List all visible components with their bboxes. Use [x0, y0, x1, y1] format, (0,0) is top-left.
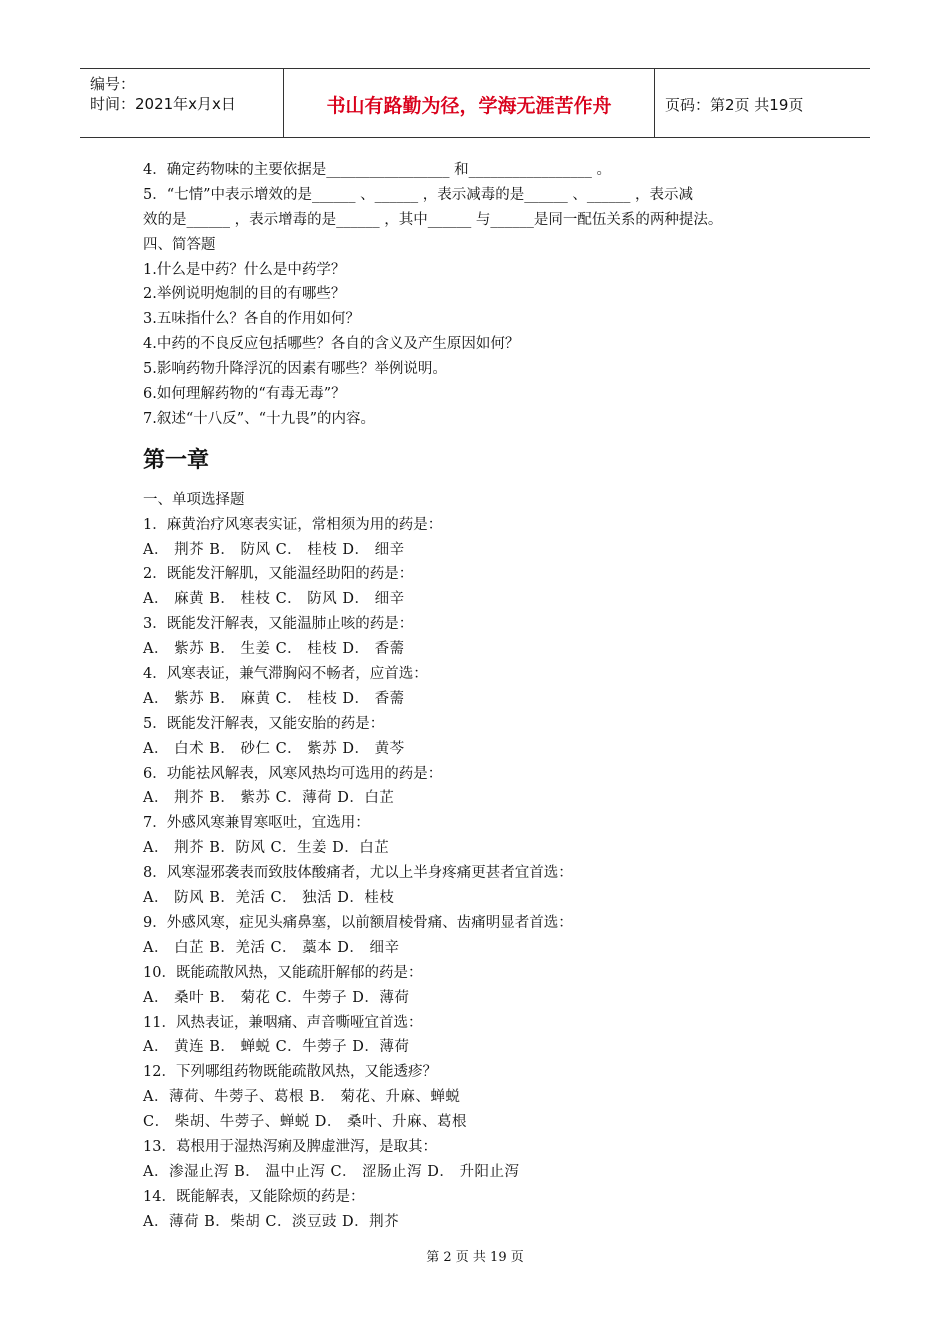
text-line: 6.如何理解药物的“有毒无毒”？	[143, 386, 346, 403]
text-line: 3.五味指什么？各自的作用如何？	[143, 311, 360, 328]
answer-options: A． 防风 B．羌活 C． 独活 D．桂枝	[143, 890, 395, 907]
header-meta	[80, 69, 282, 137]
page-header	[80, 68, 870, 138]
answer-options: A． 黄连 B． 蝉蜕 C．牛蒡子 D．薄荷	[143, 1039, 410, 1056]
answer-options: A． 荆芥 B． 防风 C． 桂枝 D． 细辛	[143, 541, 405, 558]
chapter-title: 第一章	[143, 447, 210, 473]
page-info: 页码：第2页 共19页	[665, 96, 804, 114]
text-line: 9．外感风寒，症见头痛鼻塞，以前额眉棱骨痛、齿痛明显者首选：	[143, 914, 573, 931]
text-line: 2.举例说明炮制的目的有哪些？	[143, 286, 346, 303]
answer-options: A． 荆芥 B． 紫苏 C．薄荷 D．白芷	[143, 790, 395, 807]
text-line: 1.什么是中药？什么是中药学？	[143, 261, 346, 278]
text-line: 14．既能解表，又能除烦的药是：	[143, 1188, 365, 1205]
answer-options: A．薄荷、牛蒡子、葛根 B． 菊花、升麻、蝉蜕	[143, 1089, 461, 1106]
text-line: 7.叙述“十八反”、“十九畏”的内容。	[143, 410, 375, 427]
answer-options: A． 麻黄 B． 桂枝 C． 防风 D． 细辛	[143, 591, 405, 608]
header-page-cell	[655, 69, 870, 137]
page-footer: 第 2 页 共 19 页	[426, 1250, 524, 1265]
text-line: 5.影响药物升降浮沉的因素有哪些？举例说明。	[143, 361, 447, 378]
answer-options: A． 白术 B． 砂仁 C． 紫苏 D． 黄芩	[143, 740, 405, 757]
text-line: 一、单项选择题	[143, 491, 245, 508]
text-line: 四、简答题	[143, 236, 216, 253]
text-line: 5．既能发汗解表，又能安胎的药是：	[143, 715, 385, 732]
document-body	[143, 158, 843, 1235]
text-line: 3．既能发汗解表，又能温肺止咳的药是：	[143, 616, 414, 633]
text-line: 效的是______ ，表示增毒的是______ ，其中______ 与______是同一配伍关系的两种提法。	[143, 211, 723, 228]
answer-options: A． 桑叶 B． 菊花 C．牛蒡子 D．薄荷	[143, 989, 410, 1006]
answer-options: A．薄荷 B．柴胡 C．淡豆豉 D．荆芥	[143, 1213, 400, 1230]
text-line: 11．风热表证，兼咽痛、声音嘶哑宜首选：	[143, 1014, 423, 1031]
intro-section	[143, 158, 843, 432]
answer-options: A．渗湿止泻 B． 温中止泻 C． 涩肠止泻 D． 升阳止泻	[143, 1163, 520, 1180]
text-line: 13．葛根用于湿热泻痢及脾虚泄泻，是取其：	[143, 1138, 437, 1155]
text-line: 6．功能祛风解表，风寒风热均可选用的药是：	[143, 765, 443, 782]
text-line: 5．“七情”中表示增效的是______ 、______ ，表示减毒的是______ 、______ ，表示减	[143, 186, 693, 203]
answer-options: A． 紫苏 B． 麻黄 C． 桂枝 D． 香薷	[143, 690, 405, 707]
answer-options: A． 荆芥 B．防风 C．生姜 D．白芷	[143, 840, 390, 857]
text-line: 4.中药的不良反应包括哪些？各自的含义及产生原因如何？	[143, 336, 520, 353]
header-motto-cell	[283, 69, 655, 137]
text-line: 2．既能发汗解肌，又能温经助阳的药是：	[143, 566, 414, 583]
text-line: 4．风寒表证，兼气滞胸闷不畅者，应首选：	[143, 666, 428, 683]
text-line: 8．风寒湿邪袭表而致肢体酸痛者，尤以上半身疼痛更甚者宜首选：	[143, 865, 573, 882]
answer-options: C． 柴胡、牛蒡子、蝉蜕 D． 桑叶、升麻、葛根	[143, 1114, 468, 1131]
text-line: 4．确定药物味的主要依据是_________________ 和_________________ 。	[143, 162, 611, 178]
text-line: 7．外感风寒兼胃寒呕吐，宜选用：	[143, 815, 370, 832]
code-label: 编号：	[90, 75, 136, 93]
time-label: 时间：2021年x月x日	[90, 95, 236, 113]
answer-options: A． 紫苏 B． 生姜 C． 桂枝 D． 香薷	[143, 641, 405, 658]
text-line: 10．既能疏散风热，又能疏肝解郁的药是：	[143, 964, 423, 981]
text-line: 1．麻黄治疗风寒表实证，常相须为用的药是：	[143, 516, 443, 533]
answer-options: A． 白芷 B．羌活 C． 藁本 D． 细辛	[143, 939, 400, 956]
motto-text: 书山有路勤为径，学海无涯苦作舟	[326, 95, 612, 117]
text-line: 12．下列哪组药物既能疏散风热，又能透疹？	[143, 1064, 437, 1081]
chapter-questions	[143, 488, 843, 1235]
